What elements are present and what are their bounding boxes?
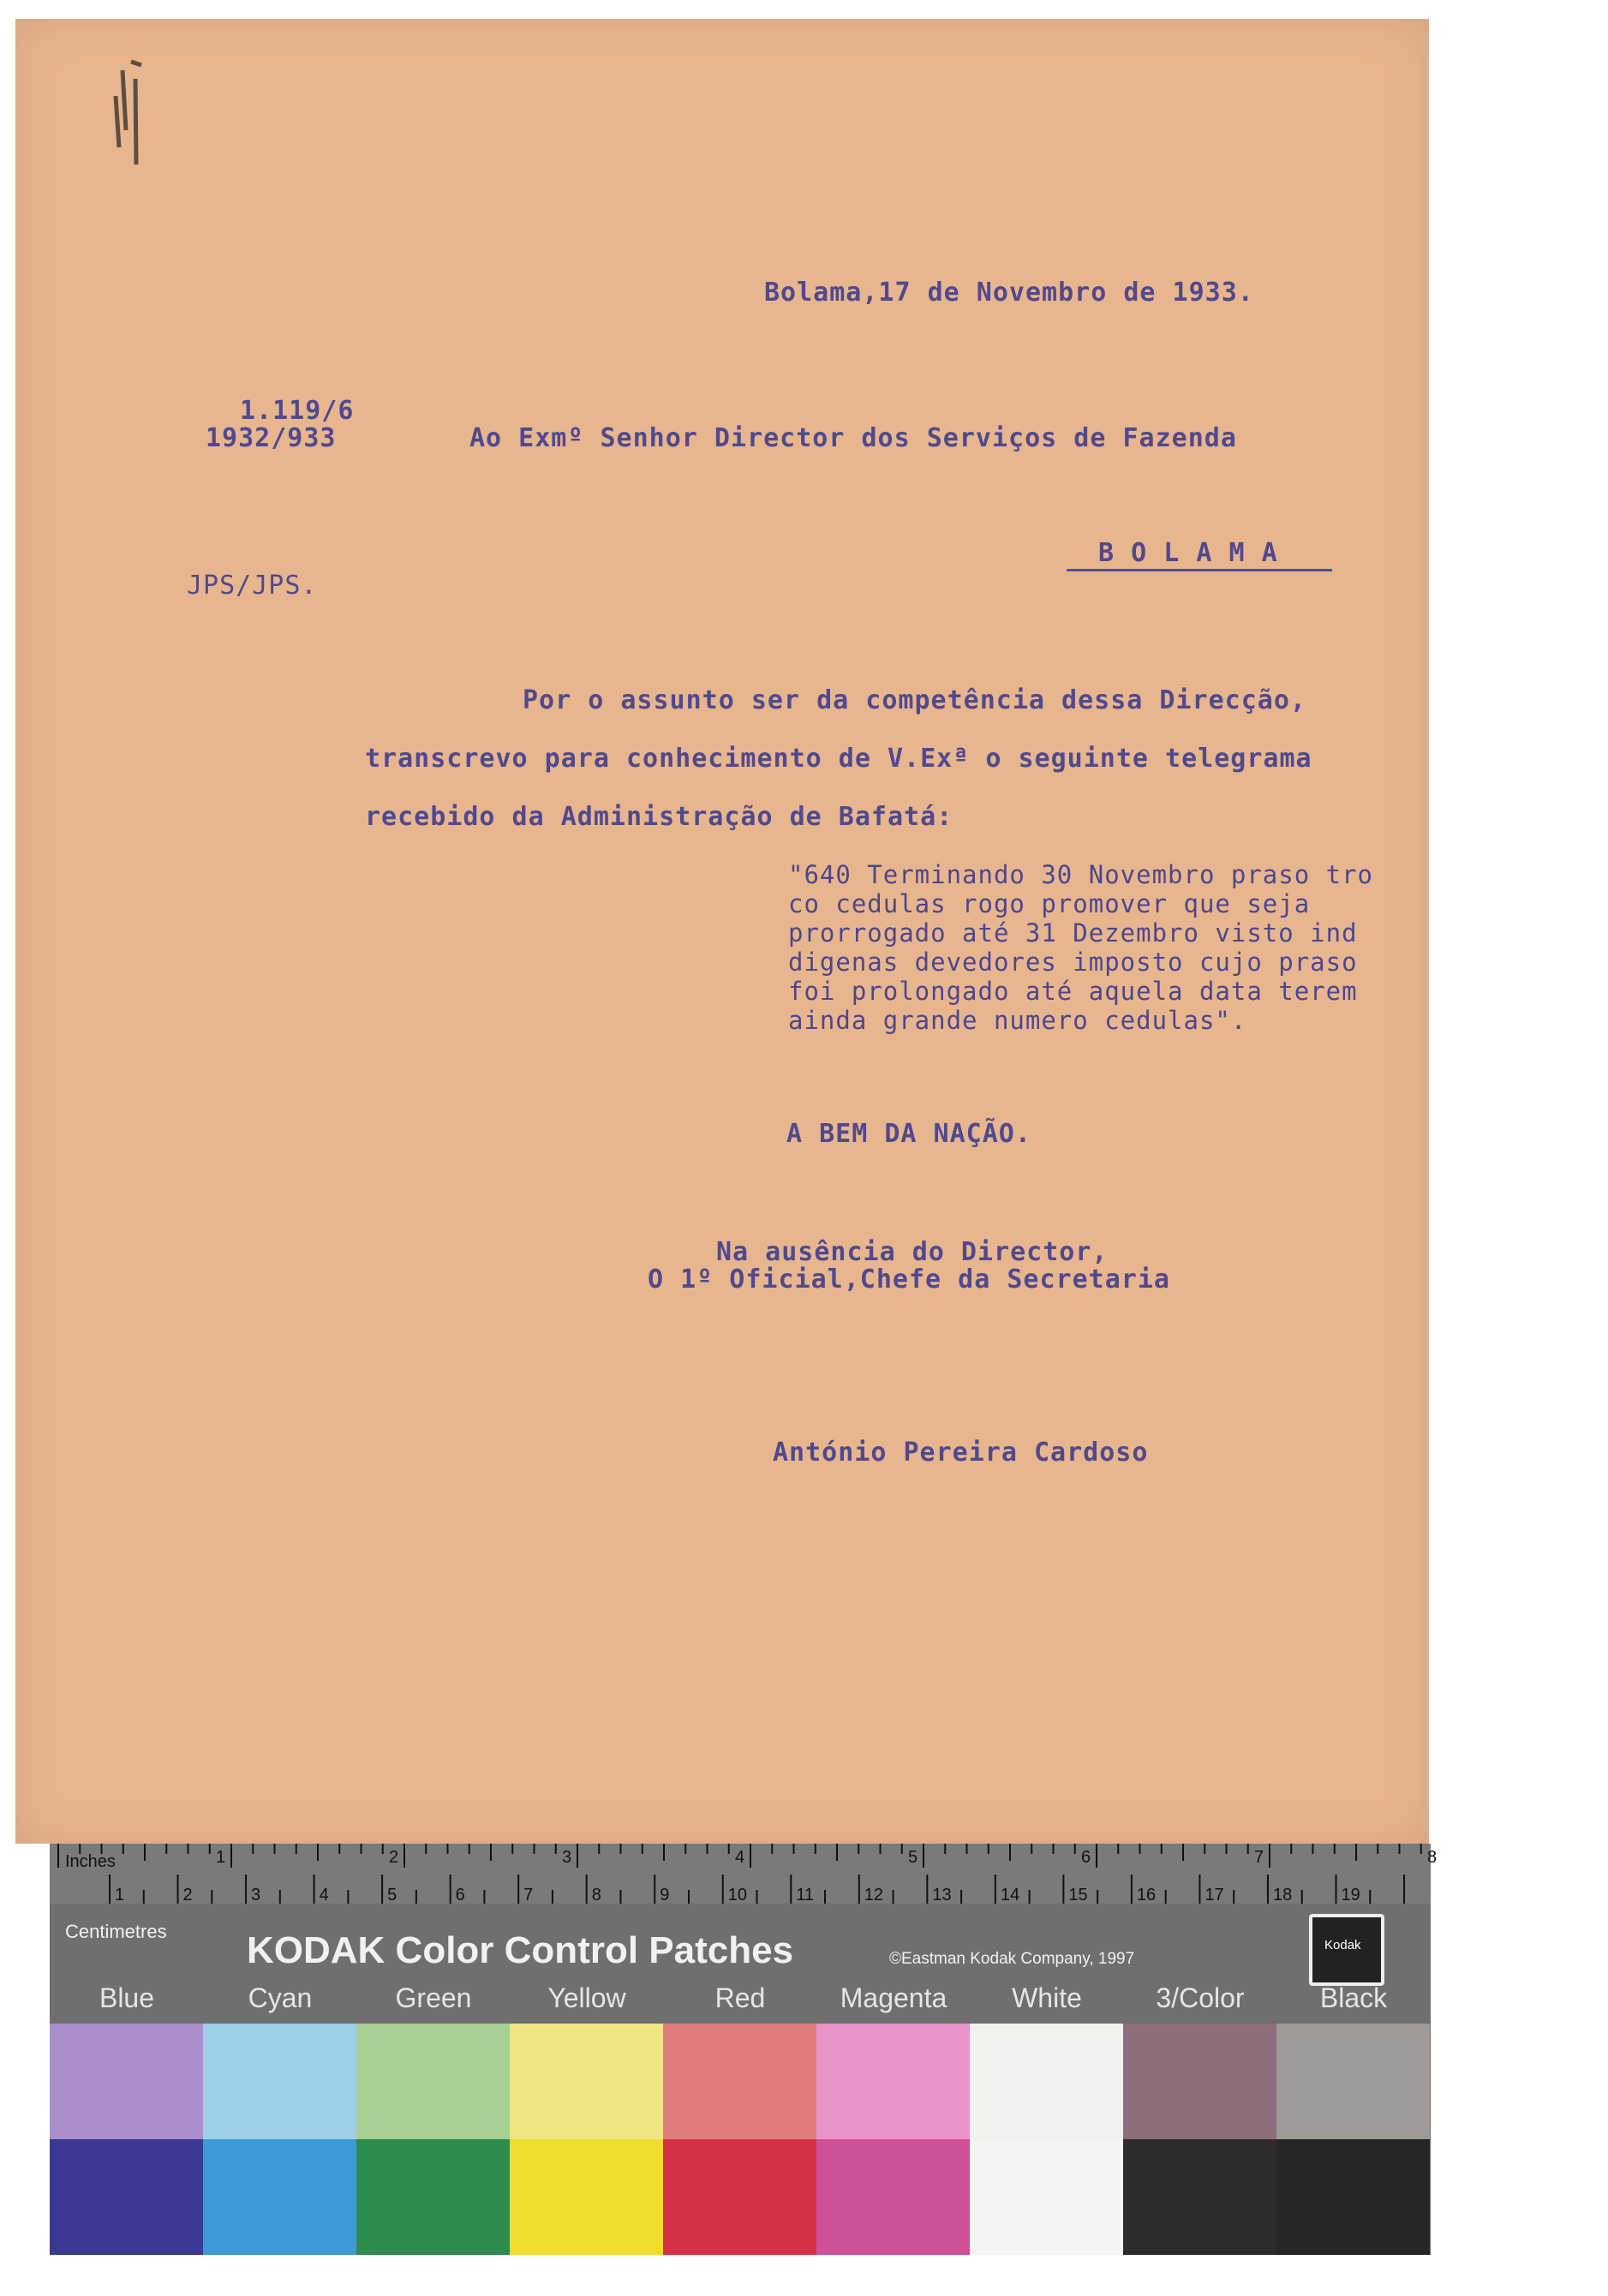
reference-year: 1932/933 [206, 423, 337, 453]
cm-number: 5 [387, 1886, 398, 1904]
telegram-line-4: digenas devedores imposto cujo praso [788, 948, 1358, 977]
patch-top-6 [816, 2024, 970, 2139]
patch-top-2 [203, 2024, 356, 2139]
body-line-3: recebido da Administração de Bafatá: [365, 802, 953, 832]
signature-line-2: O 1º Oficial,Chefe da Secretaria [648, 1265, 1170, 1294]
cm-number: 7 [523, 1886, 534, 1904]
patch-bottom-3 [356, 2139, 510, 2255]
color-patches [50, 2024, 1431, 2255]
inch-number: 8 [1427, 1848, 1438, 1867]
kodak-logo [1309, 1914, 1384, 1986]
cm-number: 19 [1341, 1886, 1360, 1904]
centimetres-label: Centimetres [65, 1921, 167, 1942]
telegram-line-6: ainda grande numero cedulas". [788, 1006, 1247, 1035]
cm-number: 2 [182, 1886, 193, 1904]
patch-name-green: Green [395, 1982, 472, 2013]
patch-name-black: Black [1319, 1982, 1388, 2013]
initials: JPS/JPS. [187, 571, 318, 601]
patch-bottom-1 [50, 2139, 203, 2255]
patch-top-1 [50, 2024, 203, 2139]
kodak-copyright: ©Eastman Kodak Company, 1997 [889, 1950, 1135, 1968]
telegram-line-1: "640 Terminando 30 Novembro praso tro [788, 860, 1374, 889]
kodak-logo-text: Kodak [1324, 1938, 1361, 1952]
patch-name-blue: Blue [99, 1982, 155, 2013]
signature-name: António Pereira Cardoso [773, 1438, 1149, 1468]
telegram-line-2: co cedulas rogo promover que seja [788, 889, 1311, 918]
body-line-2: transcrevo para conhecimento de V.Exª o seguinte telegrama [365, 744, 1312, 774]
patch-name-3-color: 3/Color [1156, 1982, 1245, 2013]
ruler-ticks [50, 1844, 1438, 1904]
patch-bottom-4 [510, 2139, 663, 2255]
cm-number: 3 [251, 1886, 261, 1904]
closing: A BEM DA NAÇÃO. [786, 1119, 1031, 1149]
signature-line-1: Na ausência do Director, [716, 1237, 1109, 1267]
cm-number: 12 [864, 1886, 884, 1904]
cm-number: 14 [1000, 1886, 1020, 1904]
cm-number: 16 [1136, 1886, 1157, 1904]
inch-number: 1 [216, 1848, 226, 1867]
inches-label: Inches [65, 1852, 116, 1871]
patch-bottom-2 [203, 2139, 356, 2255]
patch-name-magenta: Magenta [840, 1982, 947, 2013]
patch-top-9 [1276, 2024, 1430, 2139]
place-underline [1067, 569, 1332, 571]
inch-number: 5 [908, 1848, 918, 1867]
body-line-1: Por o assunto ser da competência dessa Direcção, [523, 685, 1306, 715]
patch-bottom-8 [1123, 2139, 1276, 2255]
cm-number: 8 [591, 1886, 601, 1904]
telegram-line-5: foi prolongado até aquela data terem [788, 977, 1358, 1006]
cm-number: 9 [660, 1886, 670, 1904]
patch-top-8 [1123, 2024, 1276, 2139]
inch-number: 3 [562, 1848, 572, 1867]
place: B O L A M A [1098, 538, 1278, 568]
cm-number: 18 [1272, 1886, 1293, 1904]
reference-number: 1.119/6 [240, 396, 355, 426]
patch-name-cyan: Cyan [248, 1982, 313, 2013]
pencil-mark [97, 53, 165, 173]
cm-number: 13 [932, 1886, 952, 1904]
telegram-line-3: prorrogado até 31 Dezembro visto ind [788, 918, 1358, 948]
addressee: Ao Exmº Senhor Director dos Serviços de Fazenda [469, 423, 1237, 453]
patch-bottom-5 [663, 2139, 816, 2255]
patch-bottom-7 [970, 2139, 1123, 2255]
patch-top-3 [356, 2024, 510, 2139]
cm-number: 1 [115, 1886, 125, 1904]
inch-number: 4 [735, 1848, 745, 1867]
inch-number: 7 [1254, 1848, 1264, 1867]
patch-top-5 [663, 2024, 816, 2139]
patch-bottom-9 [1276, 2139, 1430, 2255]
patch-name-red: Red [714, 1982, 766, 2013]
inch-number: 6 [1081, 1848, 1091, 1867]
cm-number: 15 [1068, 1886, 1088, 1904]
kodak-title: KODAK Color Control Patches [247, 1929, 794, 1971]
patch-bottom-6 [816, 2139, 970, 2255]
cm-number: 11 [796, 1886, 815, 1904]
kodak-color-target [50, 1844, 1438, 2255]
patch-top-7 [970, 2024, 1123, 2139]
patch-top-4 [510, 2024, 663, 2139]
cm-number: 10 [727, 1886, 747, 1904]
ruler [50, 1844, 1438, 1904]
dateline: Bolama,17 de Novembro de 1933. [764, 278, 1254, 308]
patch-name-white: White [1012, 1982, 1082, 2013]
patch-name-yellow: Yellow [547, 1982, 626, 2013]
cm-number: 17 [1205, 1886, 1224, 1904]
cm-number: 4 [319, 1886, 329, 1904]
inch-number: 2 [389, 1848, 399, 1867]
cm-number: 6 [455, 1886, 465, 1904]
